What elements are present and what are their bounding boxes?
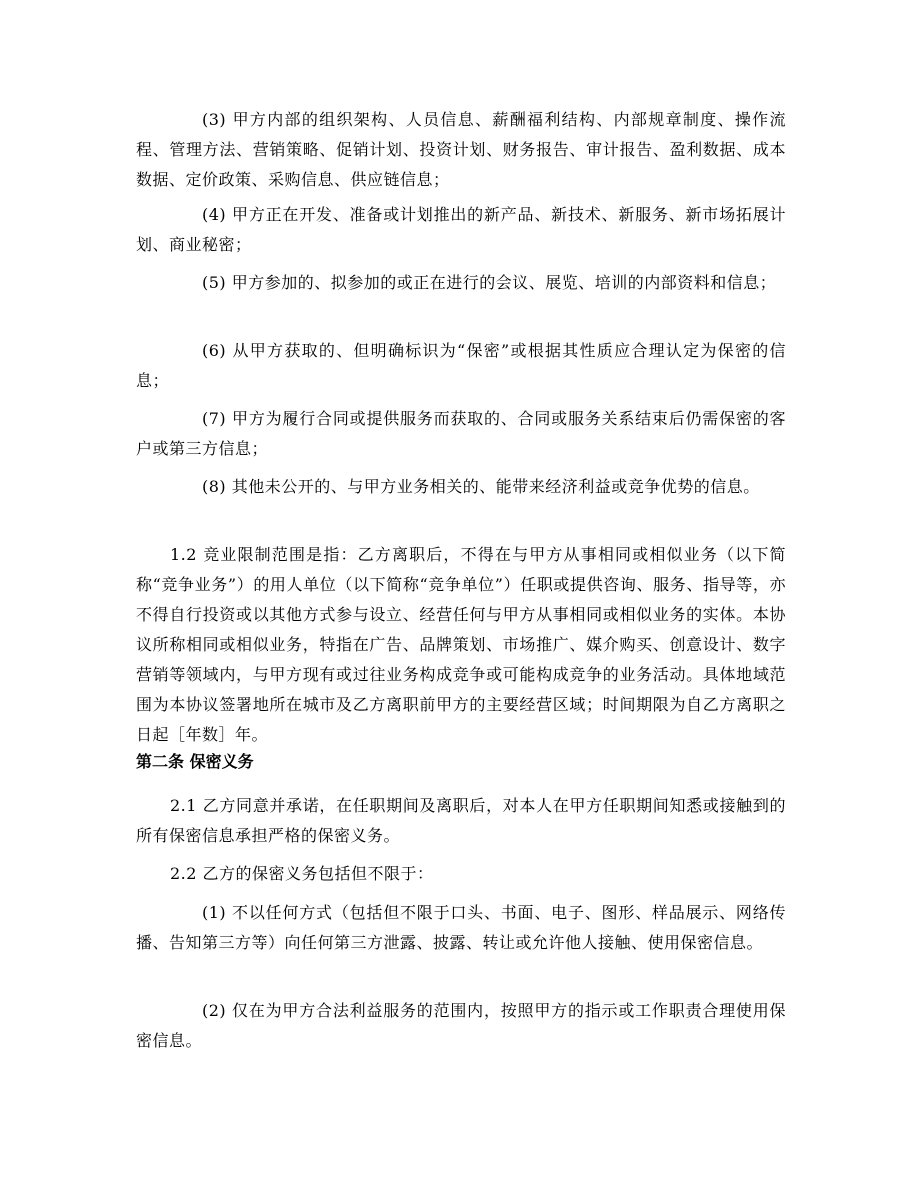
clause-2-1-paragraph: 2.1 乙方同意并承诺，在任职期间及离职后，对本人在甲方任职期间知悉或接触到的所有保密信息承担严格的保密义务。 <box>136 796 786 845</box>
section-heading: 第二条 保密义务 <box>136 752 254 771</box>
item-8-paragraph: (8) 其他未公开的、与甲方业务相关的、能带来经济利益或竞争优势的信息。 <box>202 477 760 496</box>
item-5-paragraph: (5) 甲方参加的、拟参加的或正在进行的会议、展览、培训的内部资料和信息； <box>202 273 777 292</box>
item-7-paragraph: (7) 甲方为履行合同或提供服务而获取的、合同或服务关系结束后仍需保密的客户或第三方信息； <box>136 409 786 458</box>
item-4-paragraph: (4) 甲方正在开发、准备或计划推出的新产品、新技术、新服务、新市场拓展计划、商业秘密； <box>136 205 786 254</box>
item-3-paragraph: (3) 甲方内部的组织架构、人员信息、薪酬福利结构、内部规章制度、操作流程、管理方法、营销策略、促销计划、投资计划、财务报告、审计报告、盈利数据、成本数据、定价政策、采购信息、供应链信息； <box>136 110 786 189</box>
clause-2-2-paragraph: 2.2 乙方的保密义务包括但不限于： <box>170 864 434 883</box>
item-1-paragraph: (1) 不以任何方式（包括但不限于口头、书面、电子、图形、样品展示、网络传播、告知第三方等）向任何第三方泄露、披露、转让或允许他人接触、使用保密信息。 <box>136 903 786 952</box>
item-2-paragraph: (2) 仅在为甲方合法利益服务的范围内，按照甲方的指示或工作职责合理使用保密信息。 <box>136 1001 786 1050</box>
clause-1-2-paragraph: 1.2 竞业限制范围是指：乙方离职后，不得在与甲方从事相同或相似业务（以下简称“竞争业务”）的用人单位（以下简称“竞争单位”）任职或提供咨询、服务、指导等，亦不得自行投资或以其他方式参与设立、经营任何与甲方从事相同或相似业务的实体。本协议所称相同或相似业务，特指在广告、品牌策划、市场推广、媒介购买、创意设计、数字营销等领域内，与甲方现有或过往业务构成竞争或可能构成竞争的业务活动。具体地域范围为本协议签署地所在城市及乙方离职前甲方的主要经营区域；时间期限为自乙方离职之日起［年数］年。 <box>136 545 786 744</box>
item-6-paragraph: (6) 从甲方获取的、但明确标识为“保密”或根据其性质应合理认定为保密的信息； <box>136 341 786 390</box>
